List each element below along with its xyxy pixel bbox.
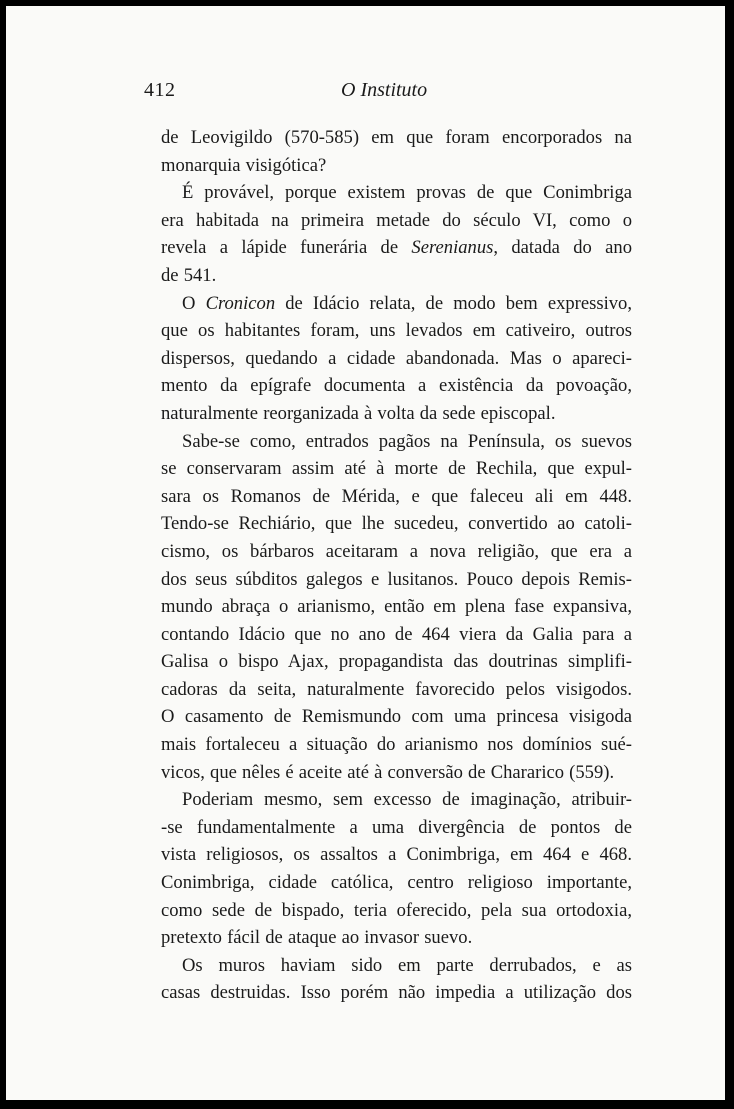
italic-title-cronicon: Cronicon bbox=[205, 292, 276, 314]
book-page bbox=[6, 6, 725, 1100]
paragraph bbox=[161, 428, 632, 456]
text-line: vista religiosos, os assaltos a Conimbriga, em 464 e 468. bbox=[161, 844, 632, 866]
text-line bbox=[182, 290, 632, 318]
text-line: -se fundamentalmente a uma divergência de pontos de bbox=[161, 816, 632, 838]
italic-name-serenianus: Serenianus bbox=[411, 237, 494, 259]
text-line: contando Idácio que no ano de 464 viera da Galia para a bbox=[161, 623, 632, 645]
text-line: dispersos, quedando a cidade abandonada. Mas o apareci- bbox=[161, 347, 632, 369]
paragraph-continued bbox=[161, 455, 632, 786]
text-line: mundo abraça o arianismo, então em plena fase expansiva, bbox=[161, 596, 632, 618]
paragraph-continued bbox=[161, 207, 632, 290]
text-line: dos seus súbditos galegos e lusitanos. Pouco depois Remis- bbox=[161, 568, 632, 590]
page-number: 412 bbox=[144, 79, 176, 101]
body-text bbox=[161, 124, 632, 1007]
paragraph-continued bbox=[161, 979, 632, 1007]
paragraph bbox=[161, 179, 632, 207]
text-line: vicos, que nêles é aceite até à conversão de Chararico (559). bbox=[161, 761, 615, 783]
text-line: que os habitantes foram, uns levados em cativeiro, outros bbox=[161, 320, 632, 342]
text-line: É provável, porque existem provas de que Conimbriga bbox=[182, 182, 632, 204]
text-line: de Leovigildo (570-585) em que foram encorporados na bbox=[161, 127, 632, 148]
text-line-part: O bbox=[182, 292, 206, 314]
text-line: cadoras da seita, naturalmente favorecido pelos visigodos. bbox=[161, 678, 632, 700]
paragraph bbox=[161, 124, 632, 179]
text-line: Tendo-se Rechiário, que lhe sucedeu, convertido ao catoli- bbox=[161, 513, 632, 535]
paragraph bbox=[161, 952, 632, 980]
paragraph bbox=[161, 290, 632, 318]
paragraph-continued bbox=[161, 317, 632, 427]
text-line: mento da epígrafe documenta a existência da povoação, bbox=[161, 375, 632, 397]
text-line: naturalmente reorganizada à volta da sede episcopal. bbox=[161, 402, 556, 424]
text-line-part: , datada do ano bbox=[493, 237, 632, 259]
text-line: Os muros haviam sido em parte derrubados, e as bbox=[182, 954, 632, 976]
text-line-part: revela a lápide funerária de bbox=[161, 237, 412, 259]
text-line: de 541. bbox=[161, 264, 217, 286]
text-line: monarquia visigótica? bbox=[161, 154, 327, 176]
text-line: O casamento de Remismundo com uma princesa visigoda bbox=[161, 706, 632, 728]
text-line: se conservaram assim até à morte de Rechila, que expul- bbox=[161, 458, 632, 480]
text-line bbox=[161, 234, 632, 262]
text-line: mais fortaleceu a situação do arianismo nos domínios sué- bbox=[161, 734, 632, 756]
paragraph-continued bbox=[161, 814, 632, 952]
text-line: Sabe-se como, entrados pagãos na Península, os suevos bbox=[182, 430, 632, 452]
running-title: O Instituto bbox=[341, 79, 428, 101]
paragraph bbox=[161, 786, 632, 814]
text-line-part: de Idácio relata, de modo bem expressivo, bbox=[275, 292, 632, 314]
text-line: sara os Romanos de Mérida, e que faleceu ali em 448. bbox=[161, 485, 632, 507]
text-line: Galisa o bispo Ajax, propagandista das doutrinas simplifi- bbox=[161, 651, 632, 673]
text-line: casas destruidas. Isso porém não impedia a utilização dos bbox=[161, 982, 632, 1004]
text-line: Poderiam mesmo, sem excesso de imaginação, atribuir- bbox=[182, 789, 632, 811]
text-line: era habitada na primeira metade do século VI, como o bbox=[161, 209, 632, 231]
text-line: pretexto fácil de ataque ao invasor suevo. bbox=[161, 927, 473, 949]
text-line: cismo, os bárbaros aceitaram a nova religião, que era a bbox=[161, 540, 632, 562]
text-line: Conimbriga, cidade católica, centro religioso importante, bbox=[161, 872, 632, 894]
page-header bbox=[6, 79, 725, 105]
text-line: como sede de bispado, teria oferecido, pela sua ortodoxia, bbox=[161, 899, 632, 921]
